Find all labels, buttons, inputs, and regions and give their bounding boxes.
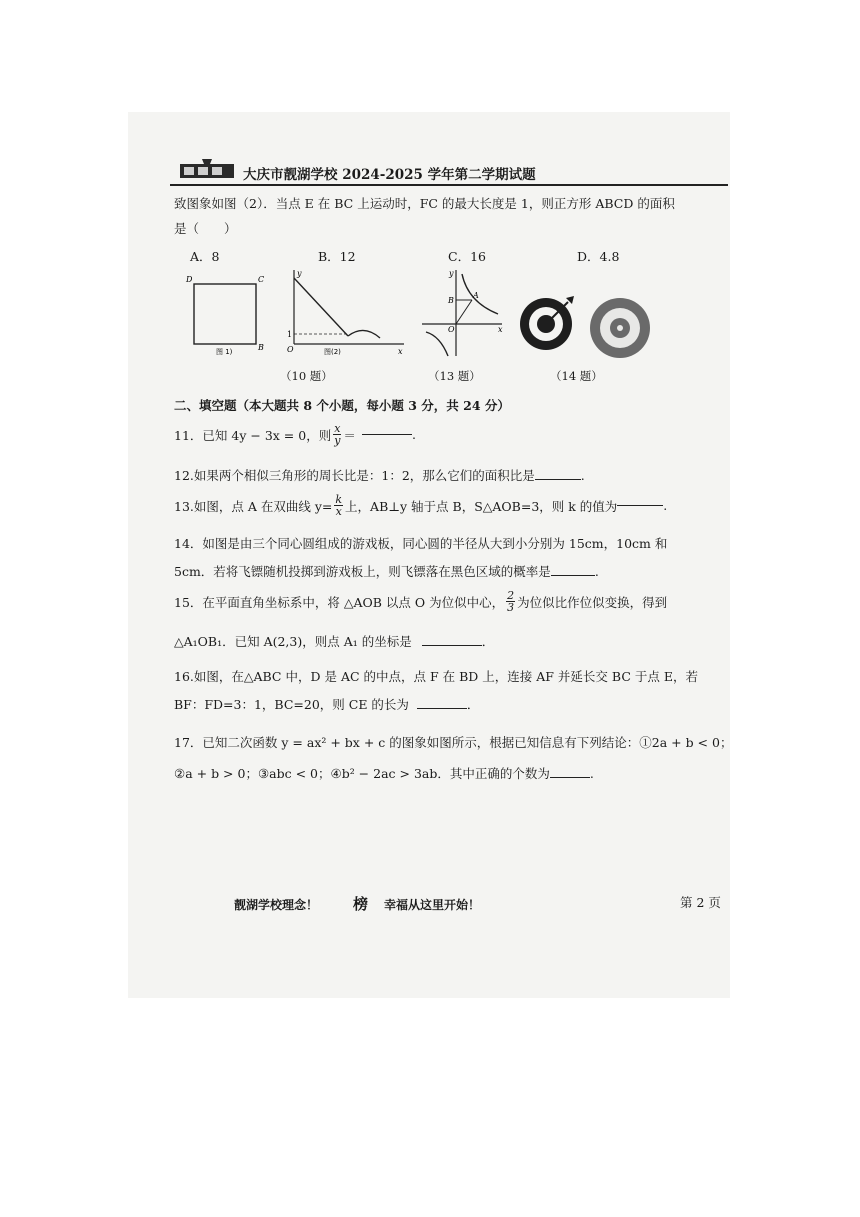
dartboard-dart-icon — [516, 290, 580, 354]
question-17-line2: ②a + b > 0；③abc < 0；④b² − 2ac > 3ab．其中正确的个数为 . — [174, 766, 594, 781]
q13-answer-blank[interactable] — [617, 505, 663, 506]
q16-answer-blank[interactable] — [417, 708, 467, 709]
question-11: 11．已知 4y − 3x = 0，则 $\frac{x}{y}$ ＝ . — [174, 422, 416, 447]
exam-sheet — [128, 112, 733, 998]
concentric-target-icon — [586, 294, 654, 362]
question-13: 13.如图，点 A 在双曲线 y= $\frac{k}{x}$ 上，AB⊥y 轴于点 B，S△AOB=3，则 k 的值为 . — [174, 493, 668, 518]
q12-text: 12.如果两个相似三角形的周长比是：1：2，那么它们的面积比是 — [174, 468, 535, 483]
q10-option-c: C．16 — [448, 249, 486, 264]
q10-option-b: B．12 — [318, 249, 356, 264]
fig2-axis-x: x — [398, 347, 403, 356]
school-logo — [178, 158, 236, 180]
fig1-label: 图 1) — [216, 348, 233, 356]
fig2-tick-1: 1 — [287, 330, 293, 339]
q16-line1: 16.如图，在△ABC 中，D 是 AC 的中点，点 F 在 BD 上，连接 AF 并延长交 BC 于点 E，若 — [174, 669, 698, 684]
q15-fraction-den: 3 — [507, 601, 515, 614]
page-number: 第 2 页 — [680, 895, 721, 910]
q15-line2: △A₁OB₁．已知 A(2,3)，则点 A₁ 的坐标是 — [174, 634, 412, 649]
section-2-heading: 二、填空题（本大题共 8 个小题，每小题 3 分，共 24 分） — [174, 398, 510, 413]
fig2-origin: O — [287, 345, 294, 354]
q11-suffix: ＝ — [343, 427, 356, 443]
q16-line2: BF：FD=3：1，BC=20，则 CE 的长为 — [174, 697, 409, 712]
q13-fraction-num: k — [335, 493, 343, 506]
q13-fraction — [334, 494, 343, 517]
q11-answer-blank[interactable] — [362, 434, 412, 435]
q15-fraction — [506, 590, 515, 613]
q17-line2: ②a + b > 0；③abc < 0；④b² − 2ac > 3ab．其中正确的个数为 — [174, 766, 550, 781]
q13-suffix: 上，AB⊥y 轴于点 B，S△AOB=3，则 k 的值为 — [345, 498, 618, 514]
q13-fraction-den: x — [335, 505, 342, 518]
fig13-point-b: B — [448, 296, 454, 305]
fig13-axis-y: y — [449, 269, 454, 278]
q14-answer-blank[interactable] — [551, 575, 595, 576]
q15-answer-blank[interactable] — [422, 645, 482, 646]
q11-prefix: 11．已知 4y − 3x = 0，则 — [174, 427, 332, 443]
q17-answer-blank[interactable] — [550, 777, 590, 778]
footer-motto-right: 幸福从这里开始！ — [384, 898, 481, 912]
fig13-origin: O — [448, 325, 455, 334]
footer-motto-mark: 榜 — [353, 895, 369, 913]
q15-prefix: 15．在平面直角坐标系中，将 △AOB 以点 O 为位似中心， — [174, 594, 505, 610]
fig2-label: 图(2) — [324, 348, 341, 356]
q15-suffix: 为位似比作位似变换，得到 — [517, 594, 668, 610]
header-title: 大庆市靓湖学校 2024-2025 学年第二学期试题 — [243, 167, 536, 183]
q13-prefix: 13.如图，点 A 在双曲线 y= — [174, 498, 333, 514]
caption-q14: （14 题） — [550, 369, 603, 383]
question-16-line2: BF：FD=3：1，BC=20，则 CE 的长为 ． — [174, 697, 480, 712]
q10-line2: 是（ ） — [174, 221, 237, 236]
fig1-point-b: B — [258, 343, 264, 352]
caption-q10: （10 题） — [280, 369, 333, 383]
q11-fraction-den: y — [334, 434, 341, 447]
question-12: 12.如果两个相似三角形的周长比是：1：2，那么它们的面积比是 . — [174, 468, 585, 483]
q15-fraction-num: 2 — [507, 589, 515, 602]
fig1-point-d: D — [186, 275, 193, 284]
question-14-line2: 5cm．若将飞镖随机投掷到游戏板上，则飞镖落在黑色区域的概率是 . — [174, 564, 599, 579]
fig2-axis-y: y — [297, 269, 302, 278]
q17-line1: 17．已知二次函数 y = ax² + bx + c 的图象如图所示，根据已知信息有下列结论：①2a + b < 0； — [174, 735, 733, 750]
footer-motto-left: 靓湖学校理念！ — [234, 898, 319, 912]
figure-graph-2 — [284, 266, 408, 358]
q14-line1: 14．如图是由三个同心圆组成的游戏板，同心圆的半径从大到小分别为 15cm，10cm 和 — [174, 536, 668, 551]
header-rule — [170, 184, 728, 186]
caption-q13: （13 题） — [428, 369, 481, 383]
figure-square — [180, 272, 270, 356]
q10-line1: 致图象如图（2）．当点 E 在 BC 上运动时，FC 的最大长度是 1，则正方形 ABCD 的面积 — [174, 196, 675, 211]
q10-option-a: A．8 — [190, 249, 220, 264]
q14-line2: 5cm．若将飞镖随机投掷到游戏板上，则飞镖落在黑色区域的概率是 — [174, 564, 551, 579]
fig13-point-a: A — [473, 291, 479, 300]
question-15 — [174, 590, 667, 613]
q10-option-d: D．4.8 — [577, 249, 620, 264]
q12-answer-blank[interactable] — [535, 479, 581, 480]
fig13-axis-x: x — [498, 325, 503, 334]
fig1-point-c: C — [258, 275, 265, 284]
figure-hyperbola — [418, 266, 506, 360]
q11-fraction-num: x — [334, 422, 341, 435]
q11-fraction — [333, 423, 341, 446]
question-15-line2: △A₁OB₁．已知 A(2,3)，则点 A₁ 的坐标是 ． — [174, 634, 495, 649]
